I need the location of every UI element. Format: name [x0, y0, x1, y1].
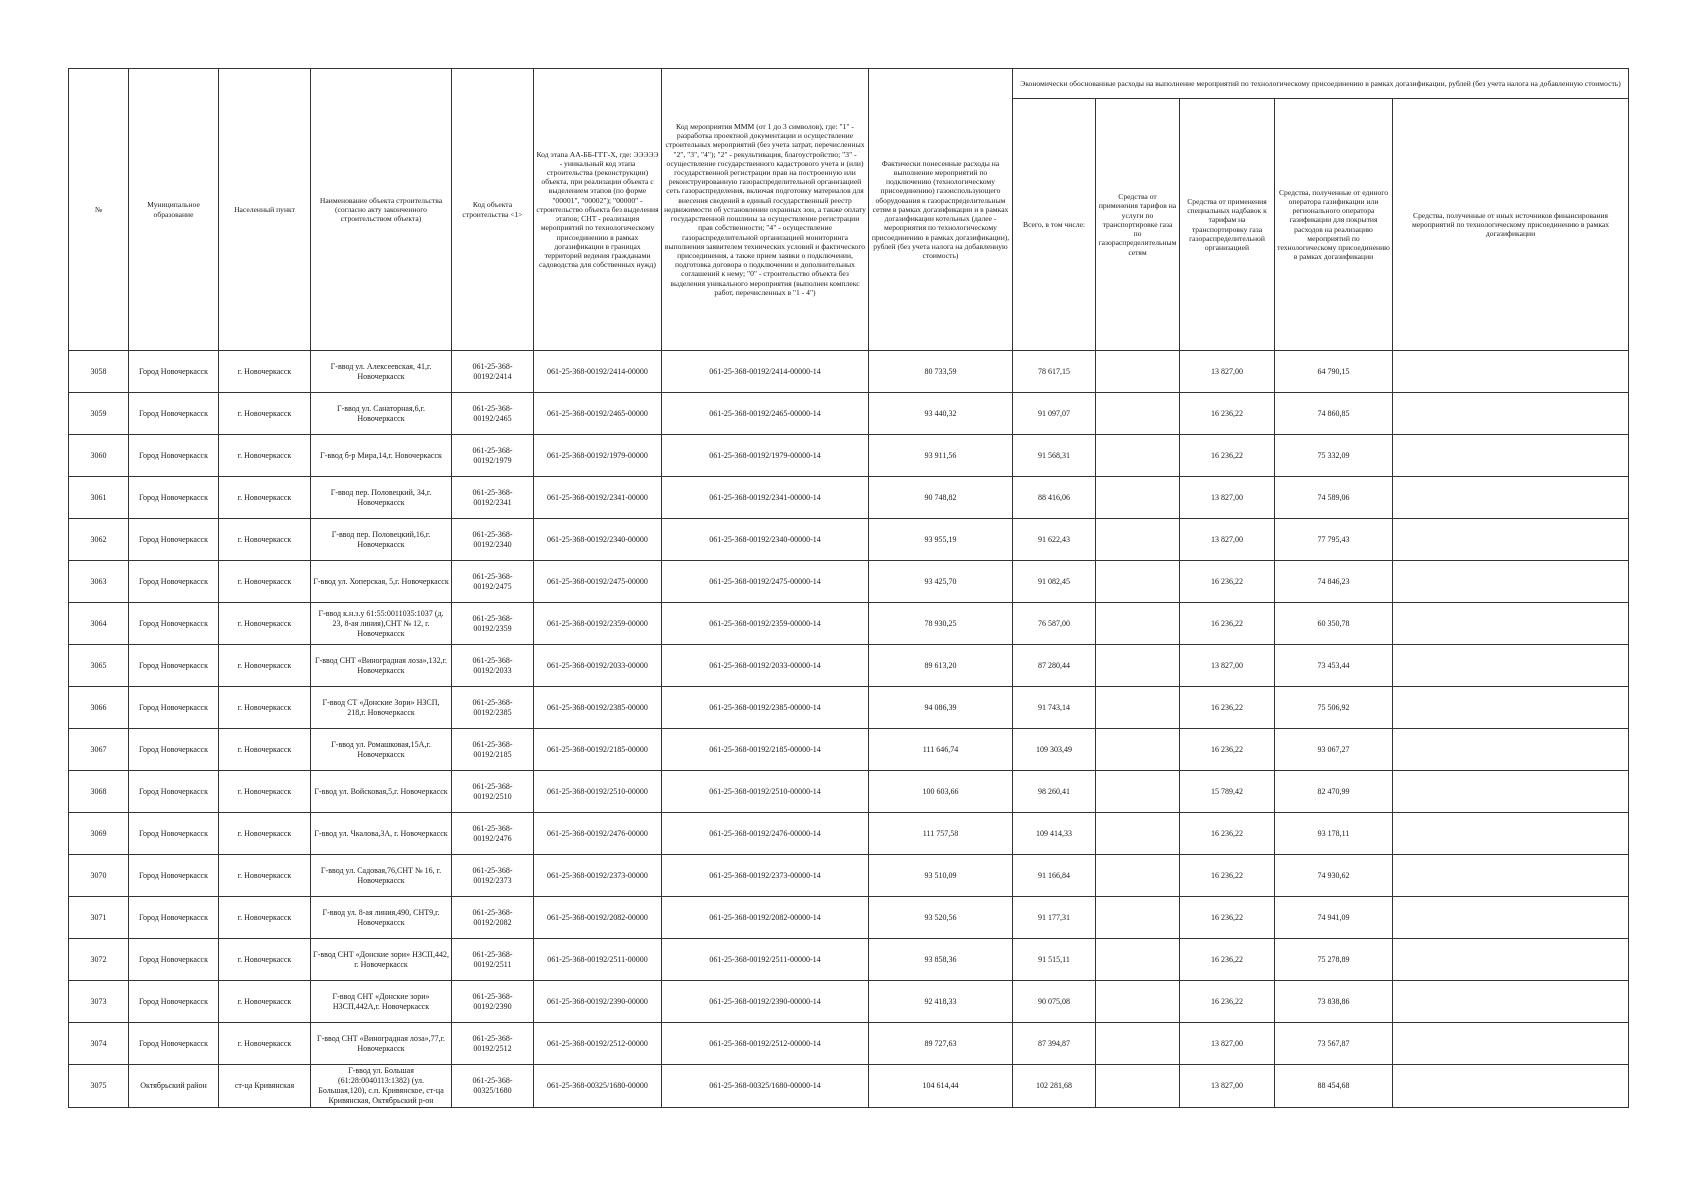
cell-tariff: [1096, 897, 1180, 939]
cell-stage-code: 061-25-368-00192/2033-00000: [534, 645, 662, 687]
header-stage-code: Код этапа АА-ББ-ГГГ-Х, где: ЭЭЭЭЭ - уникальный код этапа строительства (реконструкции) объекта, при реализации объекта с выделением этапов (по форме "00001", "00002"); "00000" - строительство объекта без выделения этапов; СНТ - реализация мероприятий по технологическому присоединению в рамках догазификации в границах территорий ведения гражданами садоводства для собственных нужд): [534, 69, 662, 351]
cell-municipality: Город Новочеркасск: [129, 351, 219, 393]
cell-object-name: Г-ввод ул. Санаторная,6,г. Новочеркасск: [311, 393, 452, 435]
cell-other-funds: [1393, 393, 1629, 435]
table-row: [69, 477, 1629, 519]
cell-municipality: Город Новочеркасск: [129, 771, 219, 813]
cell-tariff: [1096, 771, 1180, 813]
table-row: [69, 645, 1629, 687]
cell-num: 3065: [69, 645, 129, 687]
table-row: [69, 561, 1629, 603]
cell-other-funds: [1393, 603, 1629, 645]
cell-operator-funds: 74 930,62: [1275, 855, 1393, 897]
cell-operator-funds: 73 453,44: [1275, 645, 1393, 687]
cell-tariff: [1096, 855, 1180, 897]
table-row: [69, 1023, 1629, 1065]
cell-activity-code: 061-25-368-00192/2385-00000-14: [662, 687, 869, 729]
cell-stage-code: 061-25-368-00192/1979-00000: [534, 435, 662, 477]
cell-total: 90 075,08: [1013, 981, 1096, 1023]
cell-object-code: 061-25-368-00192/2512: [452, 1023, 534, 1065]
cell-municipality: Город Новочеркасск: [129, 645, 219, 687]
cell-municipality: Город Новочеркасск: [129, 939, 219, 981]
cell-actual-expenses: 80 733,59: [869, 351, 1013, 393]
cell-object-name: Г-ввод ул. Большая (61:28:0040113:1382) (ул. Большая,120), с.п. Кривянское, ст-ца Кривянская, Октябрьский р-он: [311, 1065, 452, 1108]
cell-actual-expenses: 100 603,66: [869, 771, 1013, 813]
cell-settlement: г. Новочеркасск: [219, 771, 311, 813]
cell-settlement: г. Новочеркасск: [219, 687, 311, 729]
cell-municipality: Город Новочеркасск: [129, 1023, 219, 1065]
cell-object-name: Г-ввод ул. 8-ая линия,490, СНТ9,г. Новочеркасск: [311, 897, 452, 939]
cell-settlement: г. Новочеркасск: [219, 477, 311, 519]
cell-actual-expenses: 78 930,25: [869, 603, 1013, 645]
cell-object-name: Г-ввод СНТ «Донские зори» НЗСП,442А,г. Новочеркасск: [311, 981, 452, 1023]
cell-num: 3071: [69, 897, 129, 939]
cell-object-name: Г-ввод ул. Чкалова,3А, г. Новочеркасск: [311, 813, 452, 855]
cell-activity-code: 061-25-368-00325/1680-00000-14: [662, 1065, 869, 1108]
cell-other-funds: [1393, 939, 1629, 981]
header-object-name: Наименование объекта строительства (согласно акту законченного строительством объекта): [311, 69, 452, 351]
table-row: [69, 435, 1629, 477]
cell-activity-code: 061-25-368-00192/2373-00000-14: [662, 855, 869, 897]
cell-stage-code: 061-25-368-00192/2082-00000: [534, 897, 662, 939]
cell-other-funds: [1393, 561, 1629, 603]
cell-num: 3067: [69, 729, 129, 771]
cell-total: 88 416,06: [1013, 477, 1096, 519]
data-table: [68, 68, 1629, 1108]
cell-stage-code: 061-25-368-00192/2414-00000: [534, 351, 662, 393]
cell-municipality: Город Новочеркасск: [129, 855, 219, 897]
cell-other-funds: [1393, 687, 1629, 729]
cell-other-funds: [1393, 729, 1629, 771]
cell-actual-expenses: 93 858,36: [869, 939, 1013, 981]
table-row: [69, 939, 1629, 981]
cell-activity-code: 061-25-368-00192/2476-00000-14: [662, 813, 869, 855]
cell-actual-expenses: 93 425,70: [869, 561, 1013, 603]
cell-tariff: [1096, 981, 1180, 1023]
cell-total: 91 568,31: [1013, 435, 1096, 477]
cell-settlement: г. Новочеркасск: [219, 435, 311, 477]
cell-total: 91 097,07: [1013, 393, 1096, 435]
cell-stage-code: 061-25-368-00192/2373-00000: [534, 855, 662, 897]
cell-stage-code: 061-25-368-00192/2511-00000: [534, 939, 662, 981]
header-actual-expenses: Фактически понесенные расходы на выполнение мероприятий по подключению (технологическому присоединению) газоиспользующего оборудования к газораспределительным сетям в рамках догазификации и в рамках догазификации котельных (далее - мероприятия по технологическому присоединению в рамках догазификации), рублей (без учета налога на добавленную стоимость): [869, 69, 1013, 351]
cell-actual-expenses: 93 440,32: [869, 393, 1013, 435]
cell-object-name: Г-ввод СНТ «Донские зори» НЗСП,442, г. Новочеркасск: [311, 939, 452, 981]
header-surcharge: Средства от применения специальных надбавок к тарифам на транспортировку газа газораспределительной организацией: [1180, 99, 1275, 351]
cell-activity-code: 061-25-368-00192/2185-00000-14: [662, 729, 869, 771]
cell-stage-code: 061-25-368-00192/2385-00000: [534, 687, 662, 729]
header-tariff: Средства от применения тарифов на услуги по транспортировке газа по газораспределительным сетям: [1096, 99, 1180, 351]
cell-operator-funds: 93 178,11: [1275, 813, 1393, 855]
cell-total: 78 617,15: [1013, 351, 1096, 393]
cell-num: 3064: [69, 603, 129, 645]
cell-surcharge: 16 236,22: [1180, 813, 1275, 855]
cell-total: 91 082,45: [1013, 561, 1096, 603]
cell-operator-funds: 93 067,27: [1275, 729, 1393, 771]
cell-municipality: Город Новочеркасск: [129, 561, 219, 603]
cell-activity-code: 061-25-368-00192/2341-00000-14: [662, 477, 869, 519]
cell-stage-code: 061-25-368-00325/1680-00000: [534, 1065, 662, 1108]
table-body: [69, 351, 1629, 1108]
header-operator-funds: Средства, полученные от единого оператора газификации или регионального оператора газификации для покрытия расходов на реализацию мероприятий по технологическому присоединению в рамках догазификации: [1275, 99, 1393, 351]
cell-num: 3060: [69, 435, 129, 477]
cell-tariff: [1096, 393, 1180, 435]
cell-settlement: г. Новочеркасск: [219, 813, 311, 855]
cell-operator-funds: 73 567,87: [1275, 1023, 1393, 1065]
table-row: [69, 603, 1629, 645]
cell-object-code: 061-25-368-00192/2341: [452, 477, 534, 519]
cell-object-code: 061-25-368-00192/2414: [452, 351, 534, 393]
cell-settlement: ст-ца Кривянская: [219, 1065, 311, 1108]
cell-tariff: [1096, 729, 1180, 771]
cell-num: 3061: [69, 477, 129, 519]
header-num: №: [69, 69, 129, 351]
table-row: [69, 687, 1629, 729]
cell-settlement: г. Новочеркасск: [219, 939, 311, 981]
cell-object-code: 061-25-368-00192/2340: [452, 519, 534, 561]
cell-stage-code: 061-25-368-00192/2465-00000: [534, 393, 662, 435]
cell-surcharge: 16 236,22: [1180, 603, 1275, 645]
cell-actual-expenses: 90 748,82: [869, 477, 1013, 519]
cell-tariff: [1096, 561, 1180, 603]
cell-surcharge: 13 827,00: [1180, 519, 1275, 561]
cell-object-code: 061-25-368-00192/2465: [452, 393, 534, 435]
cell-total: 91 622,43: [1013, 519, 1096, 561]
cell-municipality: Город Новочеркасск: [129, 729, 219, 771]
header-group-expenses: Экономически обоснованные расходы на выполнение мероприятий по технологическому присоединению в рамках догазификации, рублей (без учета налога на добавленную стоимость): [1013, 69, 1629, 99]
cell-surcharge: 13 827,00: [1180, 351, 1275, 393]
cell-operator-funds: 82 470,99: [1275, 771, 1393, 813]
cell-total: 98 260,41: [1013, 771, 1096, 813]
cell-total: 91 177,31: [1013, 897, 1096, 939]
cell-operator-funds: 74 860,85: [1275, 393, 1393, 435]
cell-num: 3058: [69, 351, 129, 393]
cell-object-name: Г-ввод к.н.з.у 61:55:0011035:1037 (д. 23, 8-ая линия),СНТ № 12, г. Новочеркасск: [311, 603, 452, 645]
cell-object-code: 061-25-368-00192/1979: [452, 435, 534, 477]
cell-surcharge: 16 236,22: [1180, 393, 1275, 435]
cell-settlement: г. Новочеркасск: [219, 351, 311, 393]
cell-other-funds: [1393, 1065, 1629, 1108]
cell-tariff: [1096, 939, 1180, 981]
cell-other-funds: [1393, 813, 1629, 855]
cell-object-name: Г-ввод ул. Хоперская, 5,г. Новочеркасск: [311, 561, 452, 603]
table-row: [69, 813, 1629, 855]
cell-actual-expenses: 93 911,56: [869, 435, 1013, 477]
cell-settlement: г. Новочеркасск: [219, 729, 311, 771]
cell-activity-code: 061-25-368-00192/2082-00000-14: [662, 897, 869, 939]
cell-total: 76 587,00: [1013, 603, 1096, 645]
cell-actual-expenses: 111 757,58: [869, 813, 1013, 855]
cell-surcharge: 13 827,00: [1180, 1023, 1275, 1065]
cell-surcharge: 16 236,22: [1180, 435, 1275, 477]
cell-num: 3073: [69, 981, 129, 1023]
header-settlement: Населенный пункт: [219, 69, 311, 351]
cell-object-name: Г-ввод ул. Алексеевская, 41,г. Новочеркасск: [311, 351, 452, 393]
cell-operator-funds: 74 846,23: [1275, 561, 1393, 603]
cell-total: 91 743,14: [1013, 687, 1096, 729]
cell-operator-funds: 74 941,09: [1275, 897, 1393, 939]
cell-num: 3072: [69, 939, 129, 981]
cell-activity-code: 061-25-368-00192/2390-00000-14: [662, 981, 869, 1023]
cell-settlement: г. Новочеркасск: [219, 603, 311, 645]
cell-num: 3066: [69, 687, 129, 729]
cell-object-name: Г-ввод б-р Мира,14,г. Новочеркасск: [311, 435, 452, 477]
cell-object-code: 061-25-368-00192/2511: [452, 939, 534, 981]
cell-total: 109 303,49: [1013, 729, 1096, 771]
cell-activity-code: 061-25-368-00192/2511-00000-14: [662, 939, 869, 981]
cell-surcharge: 13 827,00: [1180, 477, 1275, 519]
cell-object-name: Г-ввод СНТ «Виноградная лоза»,132,г. Новочеркасск: [311, 645, 452, 687]
cell-other-funds: [1393, 1023, 1629, 1065]
cell-tariff: [1096, 813, 1180, 855]
cell-surcharge: 13 827,00: [1180, 1065, 1275, 1108]
cell-actual-expenses: 92 418,33: [869, 981, 1013, 1023]
cell-surcharge: 16 236,22: [1180, 561, 1275, 603]
cell-surcharge: 16 236,22: [1180, 855, 1275, 897]
cell-stage-code: 061-25-368-00192/2510-00000: [534, 771, 662, 813]
cell-object-name: Г-ввод ул. Садовая,76,СНТ № 16, г. Новочеркасск: [311, 855, 452, 897]
cell-object-code: 061-25-368-00192/2475: [452, 561, 534, 603]
cell-actual-expenses: 111 646,74: [869, 729, 1013, 771]
cell-object-code: 061-25-368-00192/2033: [452, 645, 534, 687]
cell-municipality: Октябрьский район: [129, 1065, 219, 1108]
table-row: [69, 981, 1629, 1023]
cell-tariff: [1096, 645, 1180, 687]
cell-num: 3075: [69, 1065, 129, 1108]
table-row: [69, 855, 1629, 897]
cell-municipality: Город Новочеркасск: [129, 435, 219, 477]
cell-tariff: [1096, 477, 1180, 519]
table-header: [69, 69, 1629, 351]
cell-settlement: г. Новочеркасск: [219, 897, 311, 939]
cell-tariff: [1096, 351, 1180, 393]
cell-operator-funds: 64 790,15: [1275, 351, 1393, 393]
cell-settlement: г. Новочеркасск: [219, 1023, 311, 1065]
cell-total: 102 281,68: [1013, 1065, 1096, 1108]
cell-operator-funds: 75 278,89: [1275, 939, 1393, 981]
cell-settlement: г. Новочеркасск: [219, 645, 311, 687]
cell-activity-code: 061-25-368-00192/1979-00000-14: [662, 435, 869, 477]
cell-object-code: 061-25-368-00192/2510: [452, 771, 534, 813]
cell-municipality: Город Новочеркасск: [129, 981, 219, 1023]
cell-num: 3068: [69, 771, 129, 813]
cell-surcharge: 15 789,42: [1180, 771, 1275, 813]
cell-object-code: 061-25-368-00325/1680: [452, 1065, 534, 1108]
cell-stage-code: 061-25-368-00192/2475-00000: [534, 561, 662, 603]
cell-surcharge: 16 236,22: [1180, 897, 1275, 939]
header-municipality: Муниципальное образование: [129, 69, 219, 351]
cell-object-code: 061-25-368-00192/2373: [452, 855, 534, 897]
cell-municipality: Город Новочеркасск: [129, 813, 219, 855]
cell-surcharge: 16 236,22: [1180, 939, 1275, 981]
cell-tariff: [1096, 435, 1180, 477]
cell-object-code: 061-25-368-00192/2385: [452, 687, 534, 729]
cell-municipality: Город Новочеркасск: [129, 603, 219, 645]
table-row: [69, 519, 1629, 561]
cell-stage-code: 061-25-368-00192/2390-00000: [534, 981, 662, 1023]
cell-object-code: 061-25-368-00192/2185: [452, 729, 534, 771]
cell-other-funds: [1393, 351, 1629, 393]
table-row: [69, 771, 1629, 813]
table-row: [69, 393, 1629, 435]
cell-operator-funds: 77 795,43: [1275, 519, 1393, 561]
table-row: [69, 351, 1629, 393]
header-total: Всего, в том числе:: [1013, 99, 1096, 351]
cell-tariff: [1096, 519, 1180, 561]
cell-object-code: 061-25-368-00192/2390: [452, 981, 534, 1023]
cell-surcharge: 16 236,22: [1180, 729, 1275, 771]
cell-surcharge: 16 236,22: [1180, 981, 1275, 1023]
cell-municipality: Город Новочеркасск: [129, 519, 219, 561]
cell-operator-funds: 60 350,78: [1275, 603, 1393, 645]
cell-operator-funds: 73 838,86: [1275, 981, 1393, 1023]
report-sheet: [68, 68, 1628, 1108]
cell-actual-expenses: 104 614,44: [869, 1065, 1013, 1108]
cell-actual-expenses: 93 520,56: [869, 897, 1013, 939]
cell-actual-expenses: 94 086,39: [869, 687, 1013, 729]
cell-stage-code: 061-25-368-00192/2341-00000: [534, 477, 662, 519]
cell-settlement: г. Новочеркасск: [219, 855, 311, 897]
cell-tariff: [1096, 1065, 1180, 1108]
cell-activity-code: 061-25-368-00192/2512-00000-14: [662, 1023, 869, 1065]
cell-tariff: [1096, 1023, 1180, 1065]
cell-surcharge: 16 236,22: [1180, 687, 1275, 729]
cell-stage-code: 061-25-368-00192/2340-00000: [534, 519, 662, 561]
cell-object-name: Г-ввод пер. Половецкий,16,г. Новочеркасск: [311, 519, 452, 561]
cell-other-funds: [1393, 855, 1629, 897]
cell-total: 91 166,84: [1013, 855, 1096, 897]
cell-other-funds: [1393, 981, 1629, 1023]
cell-operator-funds: 75 332,09: [1275, 435, 1393, 477]
cell-settlement: г. Новочеркасск: [219, 981, 311, 1023]
cell-stage-code: 061-25-368-00192/2476-00000: [534, 813, 662, 855]
cell-activity-code: 061-25-368-00192/2033-00000-14: [662, 645, 869, 687]
cell-other-funds: [1393, 897, 1629, 939]
cell-total: 109 414,33: [1013, 813, 1096, 855]
cell-num: 3059: [69, 393, 129, 435]
cell-num: 3062: [69, 519, 129, 561]
table-row: [69, 897, 1629, 939]
cell-stage-code: 061-25-368-00192/2359-00000: [534, 603, 662, 645]
cell-object-code: 061-25-368-00192/2359: [452, 603, 534, 645]
cell-object-name: Г-ввод пер. Половецкий, 34,г. Новочеркасск: [311, 477, 452, 519]
table-row: [69, 1065, 1629, 1108]
cell-actual-expenses: 93 510,09: [869, 855, 1013, 897]
cell-surcharge: 13 827,00: [1180, 645, 1275, 687]
cell-object-name: Г-ввод ул. Войсковая,5,г. Новочеркасск: [311, 771, 452, 813]
cell-tariff: [1096, 603, 1180, 645]
cell-total: 87 394,87: [1013, 1023, 1096, 1065]
cell-activity-code: 061-25-368-00192/2465-00000-14: [662, 393, 869, 435]
cell-tariff: [1096, 687, 1180, 729]
table-row: [69, 729, 1629, 771]
cell-stage-code: 061-25-368-00192/2185-00000: [534, 729, 662, 771]
header-activity-code: Код мероприятия ММM (от 1 до 3 символов), где: "1" - разработка проектной документации и осуществление строительных мероприятий (без учета затрат, перечисленных "2", "3", "4"); "2" - рекультивация, благоустройство; "3" - осуществление государственного кадастрового учета и (или) государственной регистрации прав на построенную или реконструированную газораспределительной организацией сеть газораспределения, включая подготовку материалов для внесения сведений в единый государственный реестр недвижимости об установлении охранных зон, а также оплату государственной пошлины за осуществление регистрации прав собственности; "4" - осуществление газораспределительной организацией мониторинга выполнения заявителем технических условий и фактического присоединения, а также прием заявки о подключении, подготовка договора о подключении и дополнительных соглашений к нему; "0" - строительство объекта без выделения уникального мероприятия (выполнен комплекс работ, перечисленных в "1 - 4"): [662, 69, 869, 351]
cell-object-name: Г-ввод СНТ «Виноградная лоза»,77,г. Новочеркасск: [311, 1023, 452, 1065]
cell-total: 87 280,44: [1013, 645, 1096, 687]
cell-object-code: 061-25-368-00192/2476: [452, 813, 534, 855]
header-other-funds: Средства, полученные от иных источников финансирования мероприятий по технологическому присоединению в рамках догазификации: [1393, 99, 1629, 351]
cell-settlement: г. Новочеркасск: [219, 561, 311, 603]
cell-operator-funds: 88 454,68: [1275, 1065, 1393, 1108]
cell-object-code: 061-25-368-00192/2082: [452, 897, 534, 939]
cell-activity-code: 061-25-368-00192/2510-00000-14: [662, 771, 869, 813]
cell-stage-code: 061-25-368-00192/2512-00000: [534, 1023, 662, 1065]
cell-other-funds: [1393, 519, 1629, 561]
cell-municipality: Город Новочеркасск: [129, 393, 219, 435]
cell-actual-expenses: 93 955,19: [869, 519, 1013, 561]
cell-operator-funds: 75 506,92: [1275, 687, 1393, 729]
cell-operator-funds: 74 589,06: [1275, 477, 1393, 519]
cell-activity-code: 061-25-368-00192/2340-00000-14: [662, 519, 869, 561]
cell-total: 91 515,11: [1013, 939, 1096, 981]
cell-other-funds: [1393, 435, 1629, 477]
cell-actual-expenses: 89 727,63: [869, 1023, 1013, 1065]
cell-num: 3069: [69, 813, 129, 855]
cell-other-funds: [1393, 477, 1629, 519]
cell-municipality: Город Новочеркасск: [129, 687, 219, 729]
cell-object-name: Г-ввод СТ «Донские Зори» НЗСП, 218,г. Новочеркасск: [311, 687, 452, 729]
cell-municipality: Город Новочеркасск: [129, 477, 219, 519]
cell-actual-expenses: 89 613,20: [869, 645, 1013, 687]
cell-settlement: г. Новочеркасск: [219, 519, 311, 561]
cell-activity-code: 061-25-368-00192/2414-00000-14: [662, 351, 869, 393]
cell-num: 3070: [69, 855, 129, 897]
cell-activity-code: 061-25-368-00192/2475-00000-14: [662, 561, 869, 603]
header-object-code: Код объекта строительства <1>: [452, 69, 534, 351]
cell-num: 3063: [69, 561, 129, 603]
cell-other-funds: [1393, 645, 1629, 687]
cell-other-funds: [1393, 771, 1629, 813]
cell-num: 3074: [69, 1023, 129, 1065]
cell-municipality: Город Новочеркасск: [129, 897, 219, 939]
cell-object-name: Г-ввод ул. Ромашковая,15А,г. Новочеркасск: [311, 729, 452, 771]
cell-activity-code: 061-25-368-00192/2359-00000-14: [662, 603, 869, 645]
cell-settlement: г. Новочеркасск: [219, 393, 311, 435]
